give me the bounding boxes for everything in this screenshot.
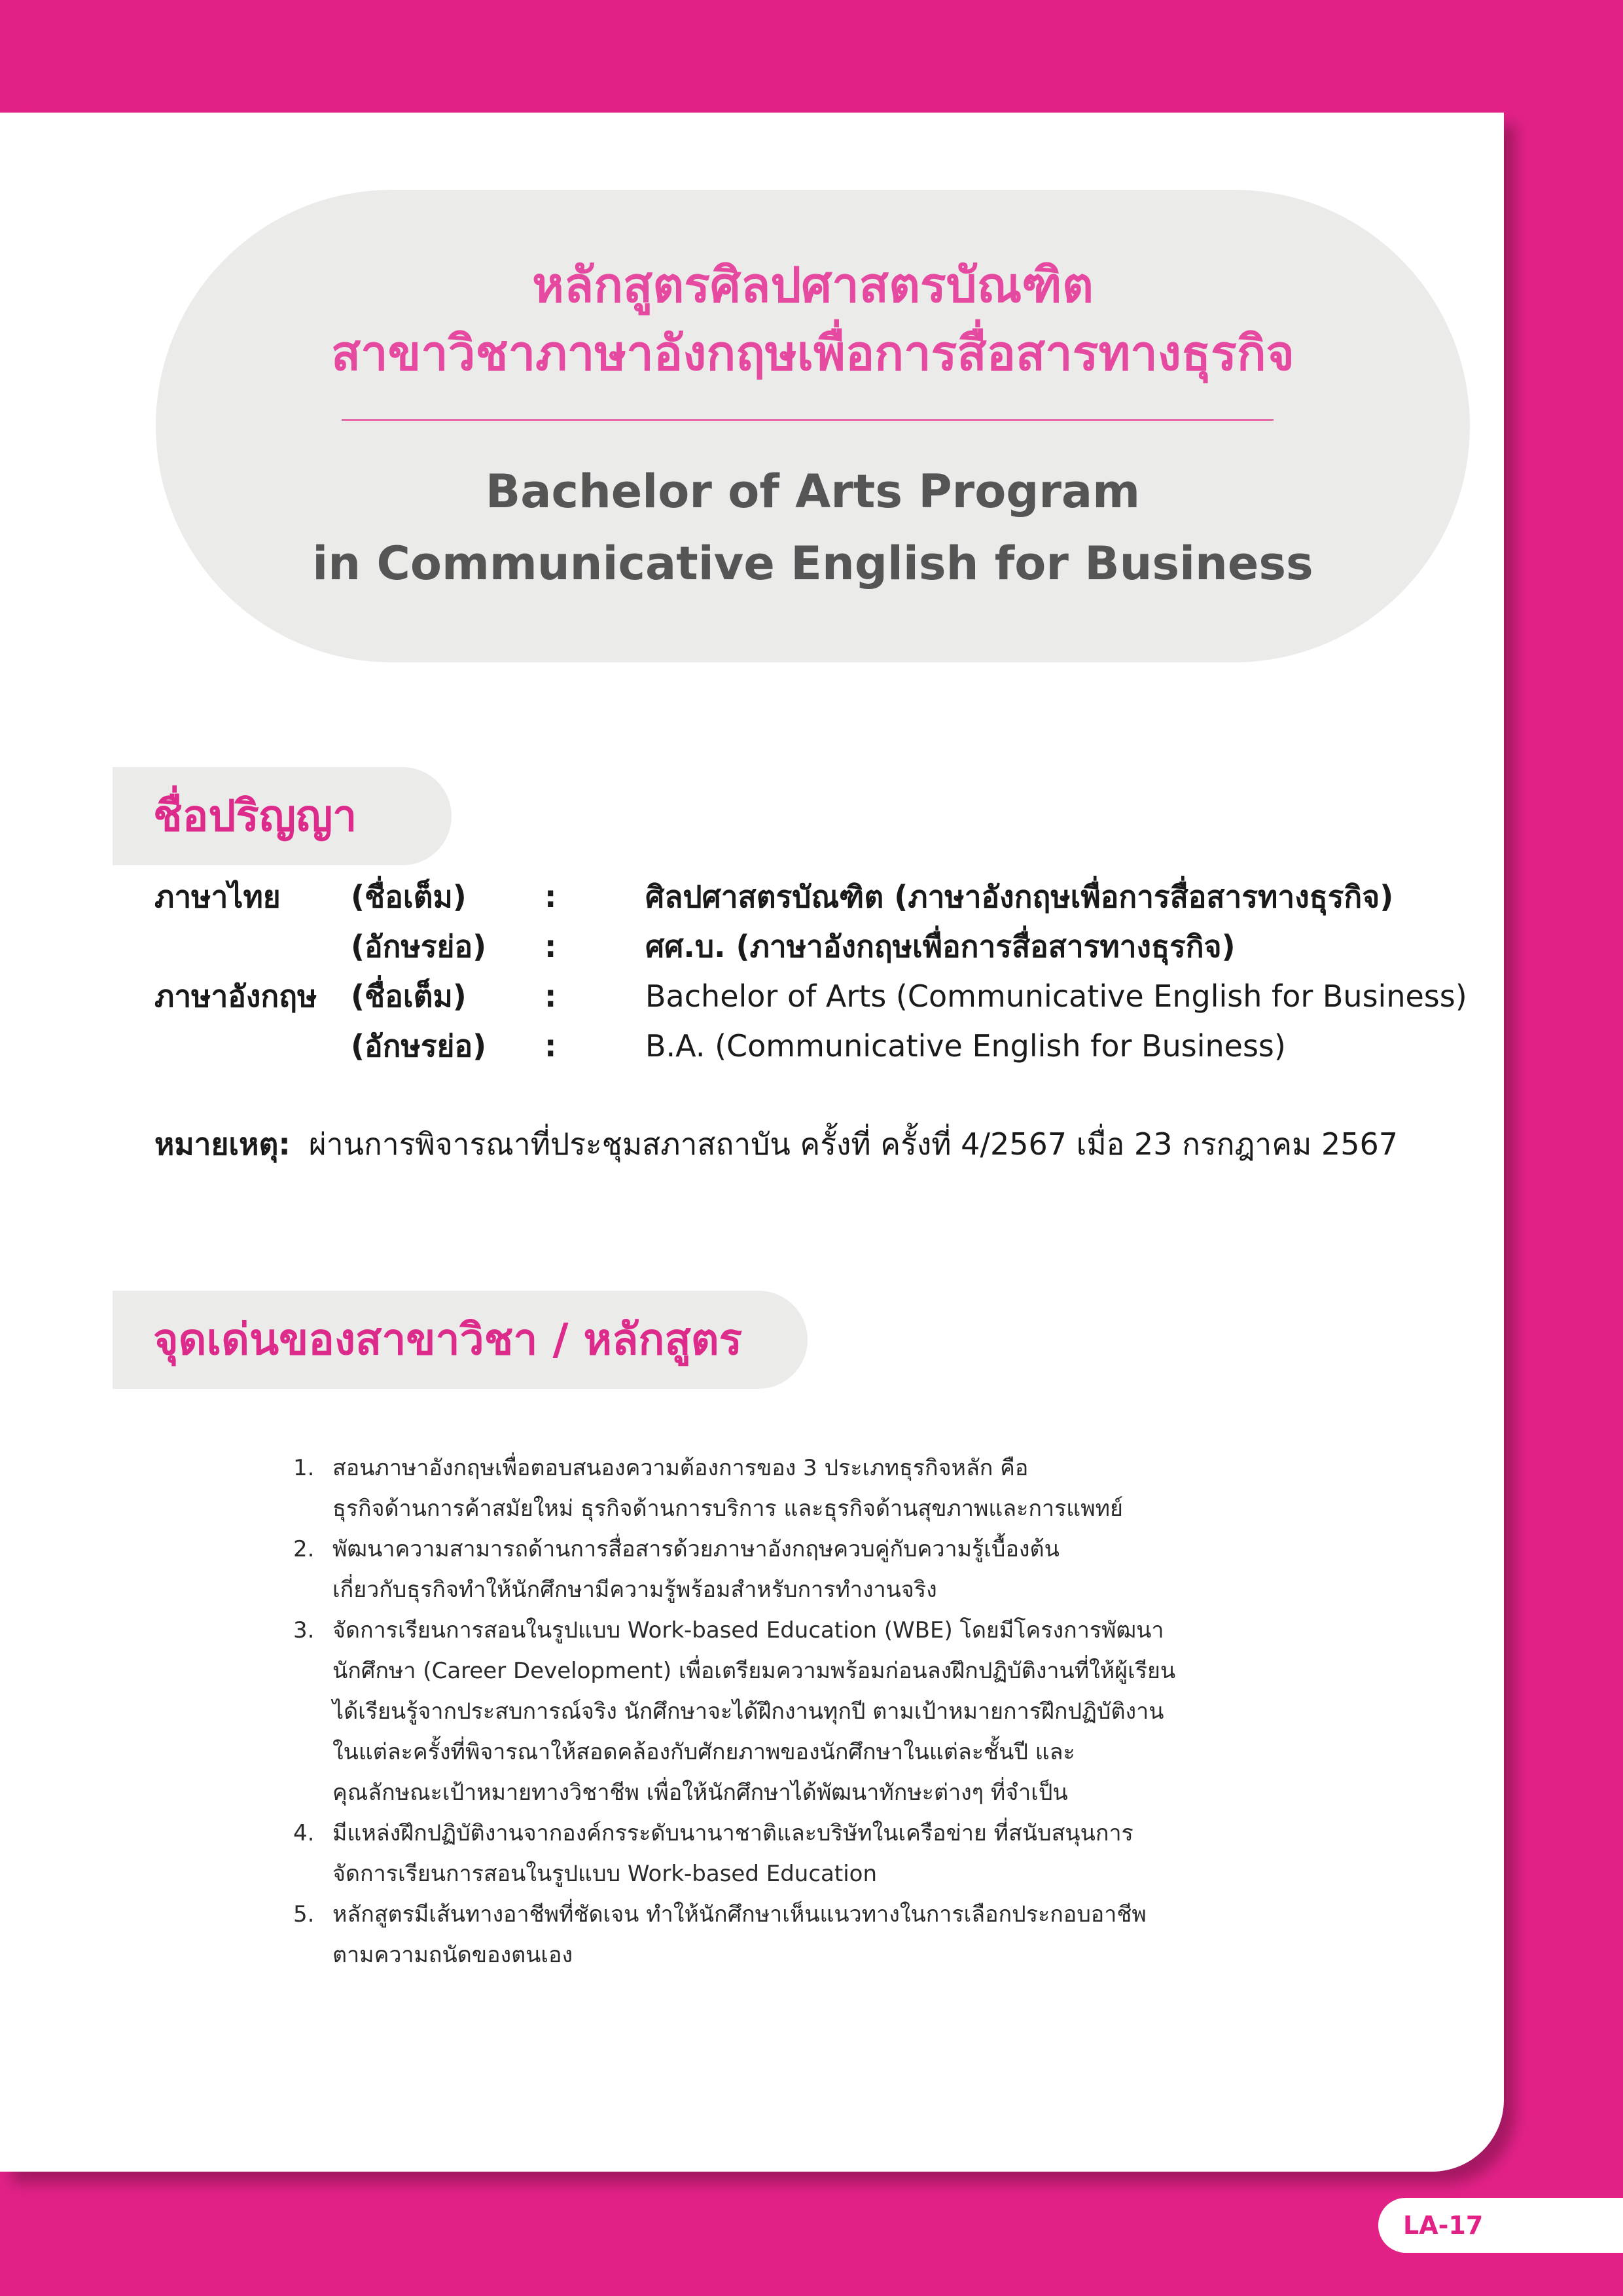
item-number: 1.: [293, 1455, 315, 1481]
item-number: 2.: [293, 1536, 315, 1562]
english-title-line-1: Bachelor of Arts Program: [485, 465, 1141, 518]
degree-value: ศศ.บ. (ภาษาอังกฤษเพื่อการสื่อสารทางธุรกิจ): [645, 929, 1236, 964]
item-number: 3.: [293, 1617, 315, 1643]
item-text-line: ธุรกิจด้านการค้าสมัยใหม่ ธุรกิจด้านการบริการ และธุรกิจด้านสุขภาพและการแพทย์: [332, 1496, 1123, 1522]
item-text-line: ตามความถนัดของตนเอง: [332, 1942, 573, 1968]
item-text-line: ในแต่ละครั้งที่พิจารณาให้สอดคล้องกับศักยภาพของนักศึกษาในแต่ละชั้นปี และ: [332, 1739, 1075, 1765]
degree-colon: :: [544, 978, 557, 1014]
approval-note: [154, 1119, 1398, 1169]
title-divider: [342, 419, 1274, 421]
item-number: 5.: [293, 1901, 315, 1928]
degree-name-type: (อักษรย่อ): [351, 929, 487, 964]
page-number-badge: LA-17: [1378, 2198, 1623, 2253]
item-text-line: สอนภาษาอังกฤษเพื่อตอบสนองความต้องการของ 3 ประเภทธุรกิจหลัก คือ: [332, 1455, 1029, 1481]
degree-value: Bachelor of Arts (Communicative English for Business): [645, 978, 1467, 1014]
list-item: [293, 1610, 1222, 1813]
thai-title-line-2: สาขาวิชาภาษาอังกฤษเพื่อการสื่อสารทางธุรกิจ: [330, 325, 1295, 382]
degree-name-type: (อักษรย่อ): [351, 1028, 487, 1064]
item-text-line: นักศึกษา (Career Development) เพื่อเตรียมความพร้อมก่อนลงฝึกปฏิบัติงานที่ให้ผู้เรียน: [332, 1658, 1176, 1684]
note-text: ผ่านการพิจารณาที่ประชุมสภาสถาบัน ครั้งที่ ครั้งที่ 4/2567 เมื่อ 23 กรกฎาคม 2567: [308, 1126, 1398, 1162]
item-text-line: ได้เรียนรู้จากประสบการณ์จริง นักศึกษาจะได้ฝึกงานทุกปี ตามเป้าหมายการฝึกปฏิบัติงาน: [332, 1698, 1164, 1725]
list-item: [293, 1813, 1222, 1894]
note-label: หมายเหตุ:: [154, 1126, 291, 1162]
degree-name-type: (ชื่อเต็ม): [351, 879, 467, 914]
item-text-line: หลักสูตรมีเส้นทางอาชีพที่ชัดเจน ทำให้นักศึกษาเห็นแนวทางในการเลือกประกอบอาชีพ: [332, 1901, 1147, 1928]
item-number: 4.: [293, 1820, 315, 1846]
item-text-line: พัฒนาความสามารถด้านการสื่อสารด้วยภาษาอังกฤษควบคู่กับความรู้เบื้องต้น: [332, 1536, 1060, 1562]
degree-section-heading: ชื่อปริญญา: [113, 767, 452, 865]
list-item: [293, 1894, 1222, 1975]
english-title-line-2: in Communicative English for Business: [312, 537, 1313, 590]
highlights-section-heading: จุดเด่นของสาขาวิชา / หลักสูตร: [113, 1291, 808, 1389]
item-text-line: มีแหล่งฝึกปฏิบัติงานจากองค์กรระดับนานาชาติและบริษัทในเครือข่าย ที่สนับสนุนการ: [332, 1820, 1133, 1846]
degree-language: ภาษาอังกฤษ: [154, 978, 317, 1014]
degree-colon: :: [544, 929, 557, 964]
item-text-line: จัดการเรียนการสอนในรูปแบบ Work-based Education: [332, 1861, 877, 1887]
item-text-line: คุณลักษณะเป้าหมายทางวิชาชีพ เพื่อให้นักศึกษาได้พัฒนาทักษะต่างๆ ที่จำเป็น: [332, 1780, 1068, 1806]
degree-colon: :: [544, 879, 557, 914]
degree-colon: :: [544, 1028, 557, 1064]
degree-name-type: (ชื่อเต็ม): [351, 978, 467, 1014]
highlights-list: [293, 1448, 1222, 1975]
item-text-line: จัดการเรียนการสอนในรูปแบบ Work-based Education (WBE) โดยมีโครงการพัฒนา: [332, 1617, 1164, 1643]
degree-value: ศิลปศาสตรบัณฑิต (ภาษาอังกฤษเพื่อการสื่อสารทางธุรกิจ): [645, 879, 1394, 914]
degree-language: ภาษาไทย: [154, 879, 281, 914]
thai-title-line-1: หลักสูตรศิลปศาสตรบัณฑิต: [532, 257, 1094, 314]
list-item: [293, 1529, 1222, 1610]
item-text-line: เกี่ยวกับธุรกิจทำให้นักศึกษามีความรู้พร้อมสำหรับการทำงานจริง: [332, 1577, 937, 1603]
degree-value: B.A. (Communicative English for Business): [645, 1028, 1286, 1064]
list-item: [293, 1448, 1222, 1529]
